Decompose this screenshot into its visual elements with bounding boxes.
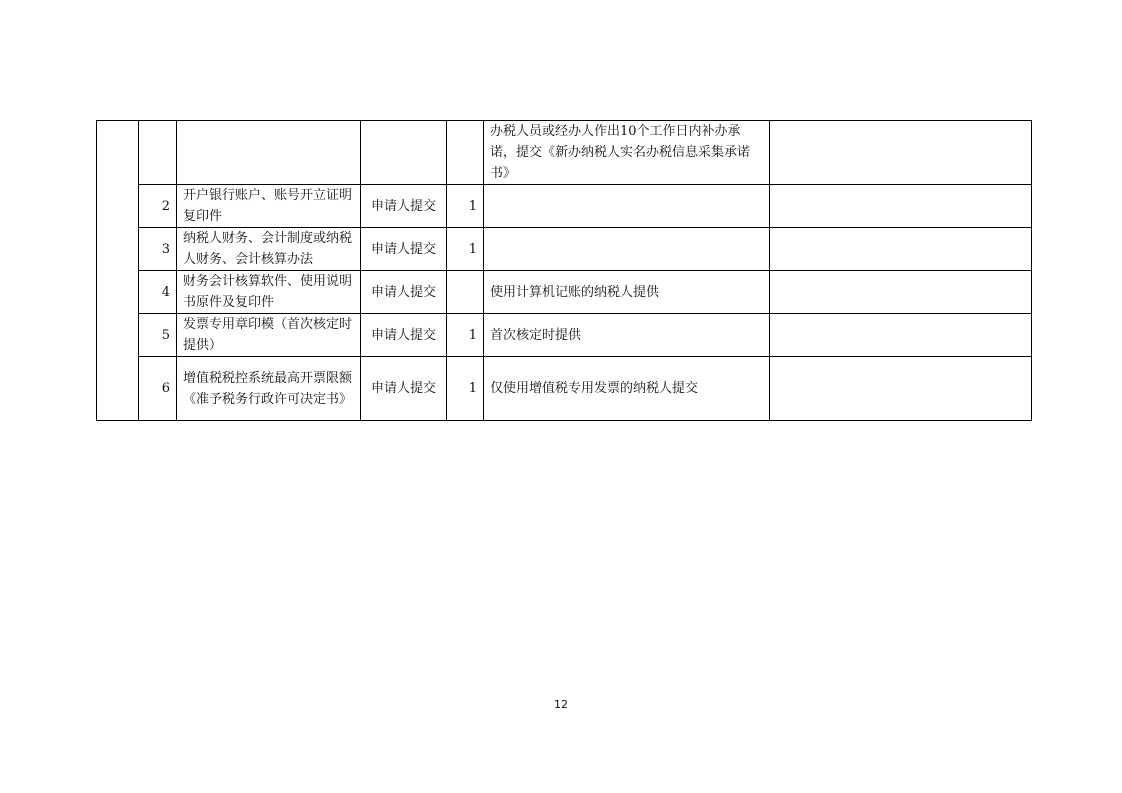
submit-method: 申请人提交 xyxy=(361,314,447,357)
page-number: 12 xyxy=(554,698,568,711)
remark-cell xyxy=(770,228,1032,271)
table-row-continued xyxy=(97,121,1032,185)
table-row xyxy=(97,357,1032,421)
submit-method-cell xyxy=(361,121,447,185)
material-name: 开户银行账户、账号开立证明复印件 xyxy=(177,185,361,228)
quantity: 1 xyxy=(447,185,484,228)
row-number: 4 xyxy=(139,271,177,314)
submit-method: 申请人提交 xyxy=(361,357,447,421)
note: 首次核定时提供 xyxy=(484,314,770,357)
material-name: 纳税人财务、会计制度或纳税人财务、会计核算办法 xyxy=(177,228,361,271)
materials-table xyxy=(96,120,1032,421)
row-number: 5 xyxy=(139,314,177,357)
table-row xyxy=(97,314,1032,357)
table-row xyxy=(97,228,1032,271)
note: 仅使用增值税专用发票的纳税人提交 xyxy=(484,357,770,421)
quantity-cell xyxy=(447,121,484,185)
note-cell: 办税人员或经办人作出10个工作日内补办承诺，提交《新办纳税人实名办税信息采集承诺书》 xyxy=(484,121,770,185)
material-name: 财务会计核算软件、使用说明书原件及复印件 xyxy=(177,271,361,314)
table-row xyxy=(97,271,1032,314)
remark-cell xyxy=(770,357,1032,421)
remark-cell xyxy=(770,314,1032,357)
note xyxy=(484,185,770,228)
remark-cell xyxy=(770,121,1032,185)
row-number: 2 xyxy=(139,185,177,228)
quantity: 1 xyxy=(447,314,484,357)
submit-method: 申请人提交 xyxy=(361,271,447,314)
row-number: 3 xyxy=(139,228,177,271)
quantity: 1 xyxy=(447,228,484,271)
row-number: 6 xyxy=(139,357,177,421)
submit-method: 申请人提交 xyxy=(361,228,447,271)
note xyxy=(484,228,770,271)
quantity xyxy=(447,271,484,314)
table-row xyxy=(97,185,1032,228)
quantity: 1 xyxy=(447,357,484,421)
note: 使用计算机记账的纳税人提供 xyxy=(484,271,770,314)
material-name: 增值税税控系统最高开票限额《准予税务行政许可决定书》 xyxy=(177,357,361,421)
row-number-cell xyxy=(139,121,177,185)
submit-method: 申请人提交 xyxy=(361,185,447,228)
remark-cell xyxy=(770,185,1032,228)
material-name: 发票专用章印模（首次核定时提供） xyxy=(177,314,361,357)
material-cell xyxy=(177,121,361,185)
category-cell xyxy=(97,121,139,421)
remark-cell xyxy=(770,271,1032,314)
